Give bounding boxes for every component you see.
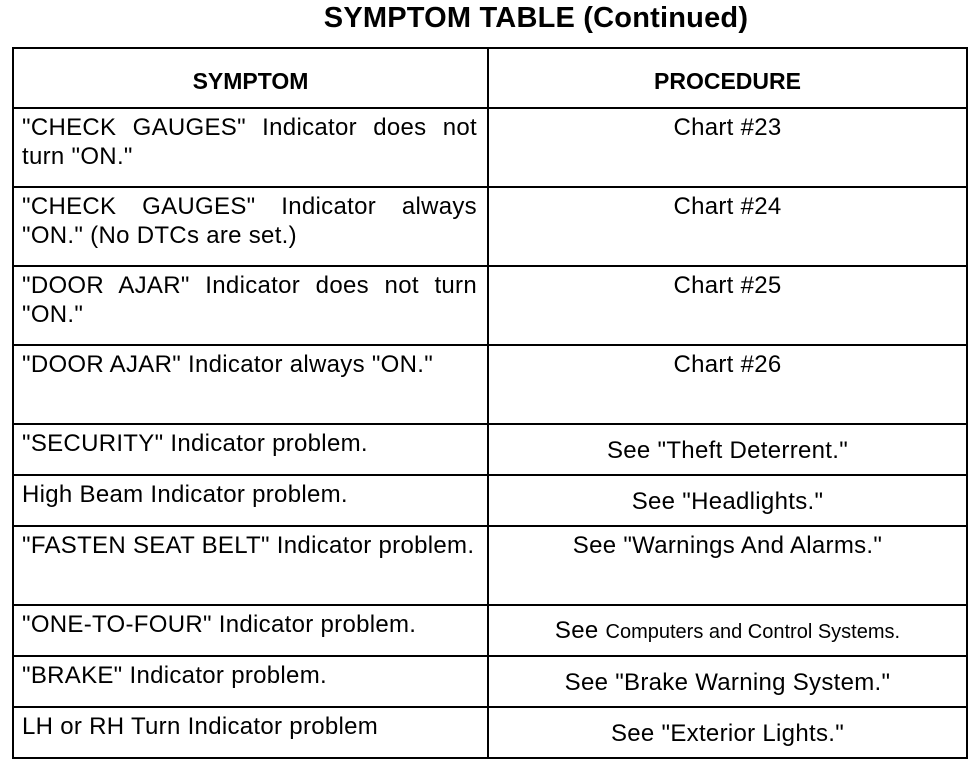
procedure-cell: See "Brake Warning System." bbox=[488, 656, 967, 707]
procedure-column-header: PROCEDURE bbox=[488, 48, 967, 108]
table-row bbox=[13, 475, 967, 526]
procedure-cell: Chart #24 bbox=[488, 187, 967, 266]
symptom-cell: High Beam Indicator problem. bbox=[13, 475, 488, 526]
table-row bbox=[13, 707, 967, 758]
symptom-cell: "CHECK GAUGES" Indicator does not turn "ON." bbox=[13, 108, 488, 187]
table-row bbox=[13, 108, 967, 187]
procedure-cell: See "Headlights." bbox=[488, 475, 967, 526]
table-row bbox=[13, 424, 967, 475]
procedure-cell bbox=[488, 605, 967, 656]
procedure-reference: Computers and Control Systems. bbox=[605, 621, 901, 643]
procedure-cell: See "Theft Deterrent." bbox=[488, 424, 967, 475]
procedure-cell: See "Exterior Lights." bbox=[488, 707, 967, 758]
procedure-cell: See "Warnings And Alarms." bbox=[488, 526, 967, 605]
symptom-cell: "DOOR AJAR" Indicator always "ON." bbox=[13, 345, 488, 424]
symptom-cell: "BRAKE" Indicator problem. bbox=[13, 656, 488, 707]
symptom-cell: "SECURITY" Indicator problem. bbox=[13, 424, 488, 475]
symptom-cell: "FASTEN SEAT BELT" Indicator problem. bbox=[13, 526, 488, 605]
procedure-cell: Chart #23 bbox=[488, 108, 967, 187]
table-row bbox=[13, 345, 967, 424]
table-row bbox=[13, 187, 967, 266]
symptom-cell: "CHECK GAUGES" Indicator always "ON." (No DTCs are set.) bbox=[13, 187, 488, 266]
table-row bbox=[13, 266, 967, 345]
procedure-cell: Chart #25 bbox=[488, 266, 967, 345]
table-row bbox=[13, 605, 967, 656]
symptom-cell: "ONE-TO-FOUR" Indicator problem. bbox=[13, 605, 488, 656]
symptom-table bbox=[12, 47, 968, 759]
table-header-row bbox=[13, 48, 967, 108]
page-title: SYMPTOM TABLE (Continued) bbox=[323, 2, 749, 34]
symptom-column-header: SYMPTOM bbox=[13, 48, 488, 108]
procedure-cell: Chart #26 bbox=[488, 345, 967, 424]
symptom-cell: "DOOR AJAR" Indicator does not turn "ON." bbox=[13, 266, 488, 345]
procedure-see-label: See bbox=[554, 617, 599, 644]
table-row bbox=[13, 526, 967, 605]
symptom-cell: LH or RH Turn Indicator problem bbox=[13, 707, 488, 758]
table-row bbox=[13, 656, 967, 707]
